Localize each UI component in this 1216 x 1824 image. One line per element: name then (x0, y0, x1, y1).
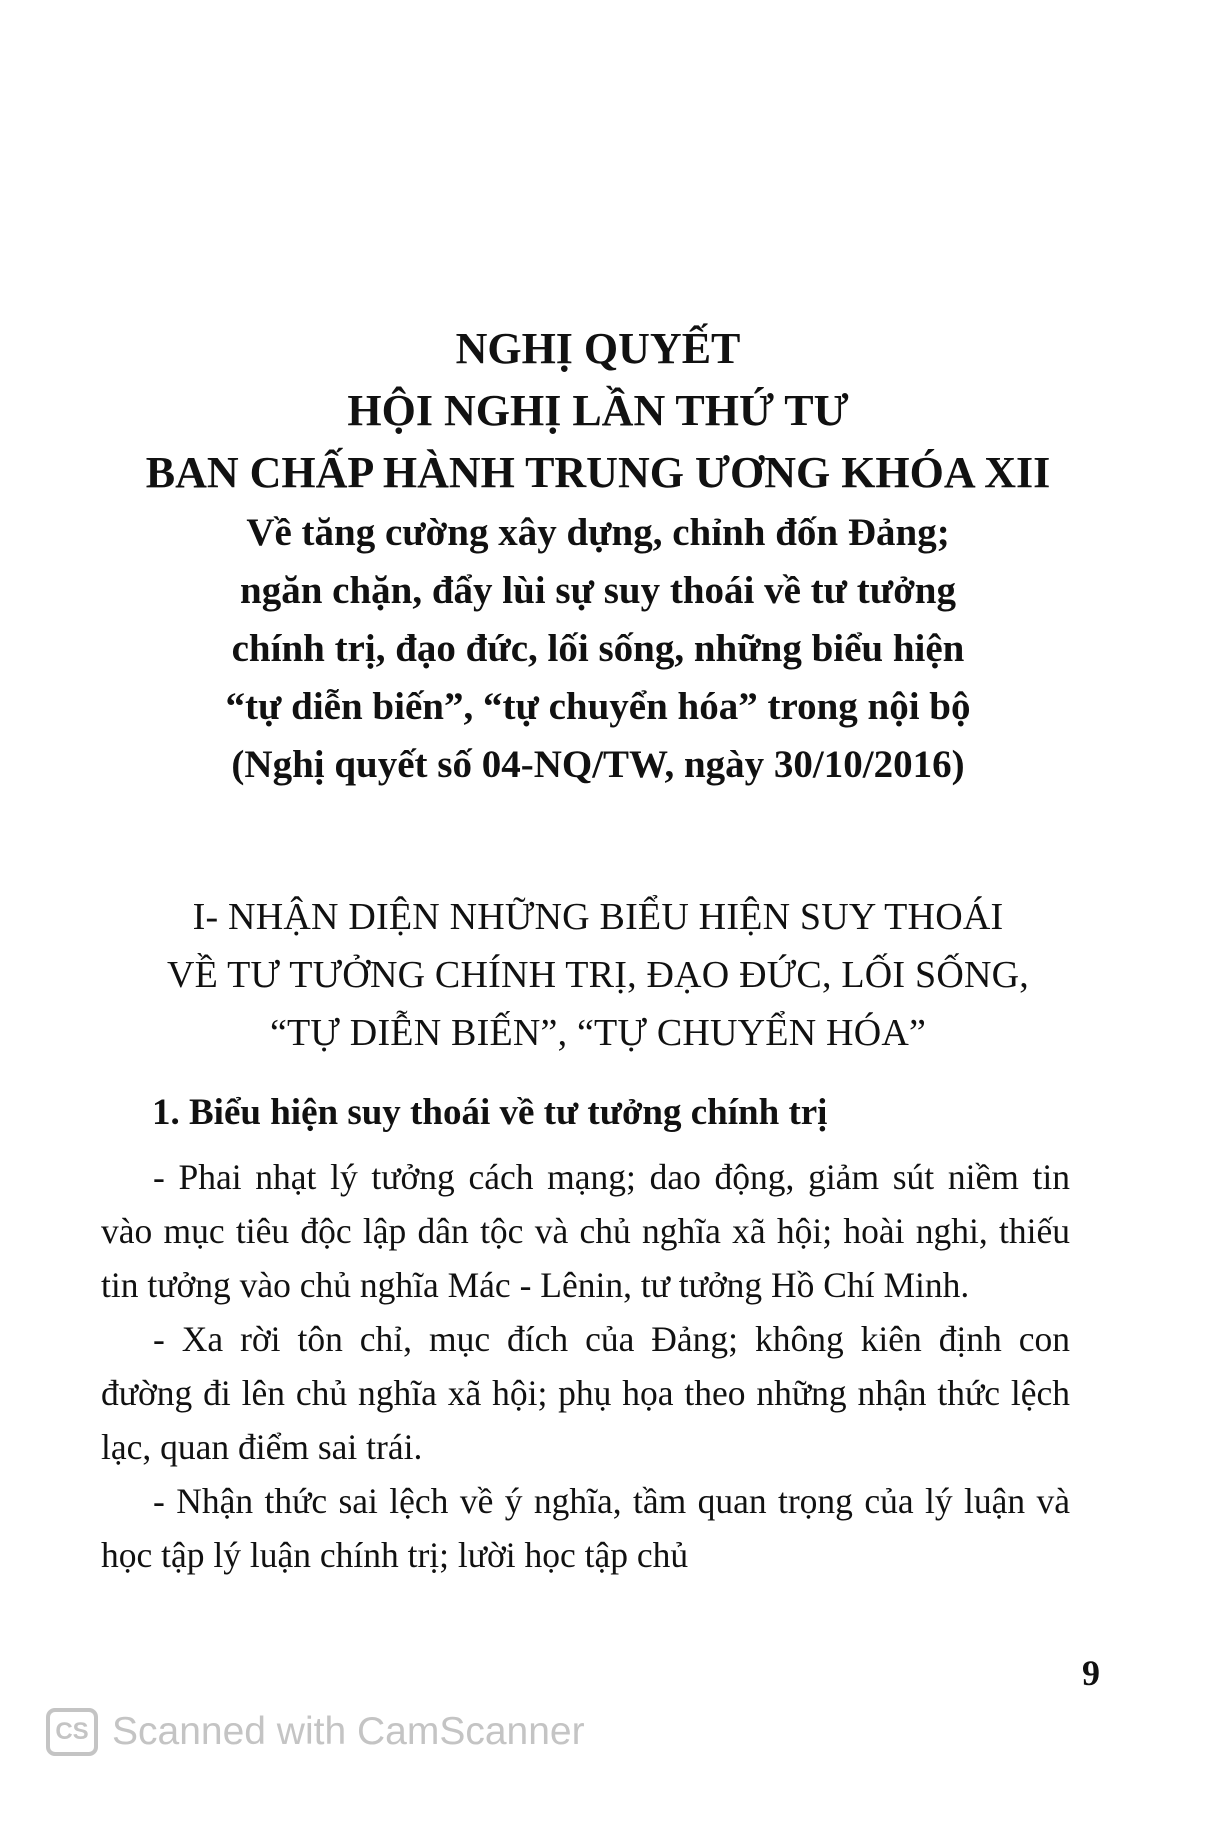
section-heading-line: I- NHẬN DIỆN NHỮNG BIỂU HIỆN SUY THOÁI (192, 896, 1004, 938)
section-heading (60, 888, 1136, 1062)
title-subtitle-line: “tự diễn biến”, “tự chuyển hóa” trong nội bộ (225, 685, 971, 728)
title-line-2: HỘI NGHỊ LẦN THỨ TƯ (347, 386, 849, 435)
title-line-3: BAN CHẤP HÀNH TRUNG ƯƠNG KHÓA XII (145, 448, 1051, 497)
body-paragraph: - Phai nhạt lý tưởng cách mạng; dao động, giảm sút niềm tin vào mục tiêu độc lập dân tộc và chủ nghĩa xã hội; hoài nghi, thiếu tin tưởng vào chủ nghĩa Mác - Lênin, tư tưởng Hồ Chí Minh. (101, 1157, 1070, 1305)
title-subtitle-line: (Nghị quyết số 04-NQ/TW, ngày 30/10/2016) (231, 743, 965, 786)
title-line-1: NGHỊ QUYẾT (455, 324, 741, 373)
section-heading-line: “TỰ DIỄN BIẾN”, “TỰ CHUYỂN HÓA” (269, 1012, 927, 1054)
title-subtitle-line: chính trị, đạo đức, lối sống, những biểu hiện (231, 627, 965, 670)
camscanner-watermark (46, 1704, 585, 1760)
body-text (101, 1150, 1070, 1582)
camscanner-logo-icon: CS (46, 1708, 98, 1756)
body-paragraph: - Nhận thức sai lệch về ý nghĩa, tầm quan trọng của lý luận và học tập lý luận chính trị; lười học tập chủ (101, 1481, 1070, 1575)
title-subtitle-line: Về tăng cường xây dựng, chỉnh đốn Đảng; (246, 511, 950, 554)
resolution-title (60, 318, 1136, 794)
title-subtitle-line: ngăn chặn, đẩy lùi sự suy thoái về tư tưởng (240, 569, 956, 612)
watermark-text: Scanned with CamScanner (112, 1710, 585, 1753)
section-heading-line: VỀ TƯ TƯỞNG CHÍNH TRỊ, ĐẠO ĐỨC, LỐI SỐNG, (167, 954, 1029, 996)
page-number: 9 (1082, 1653, 1100, 1693)
body-paragraph: - Xa rời tôn chỉ, mục đích của Đảng; không kiên định con đường đi lên chủ nghĩa xã hội; phụ họa theo những nhận thức lệch lạc, quan điểm sai trái. (101, 1319, 1070, 1467)
subsection-heading: 1. Biểu hiện suy thoái về tư tưởng chính trị (152, 1092, 828, 1133)
